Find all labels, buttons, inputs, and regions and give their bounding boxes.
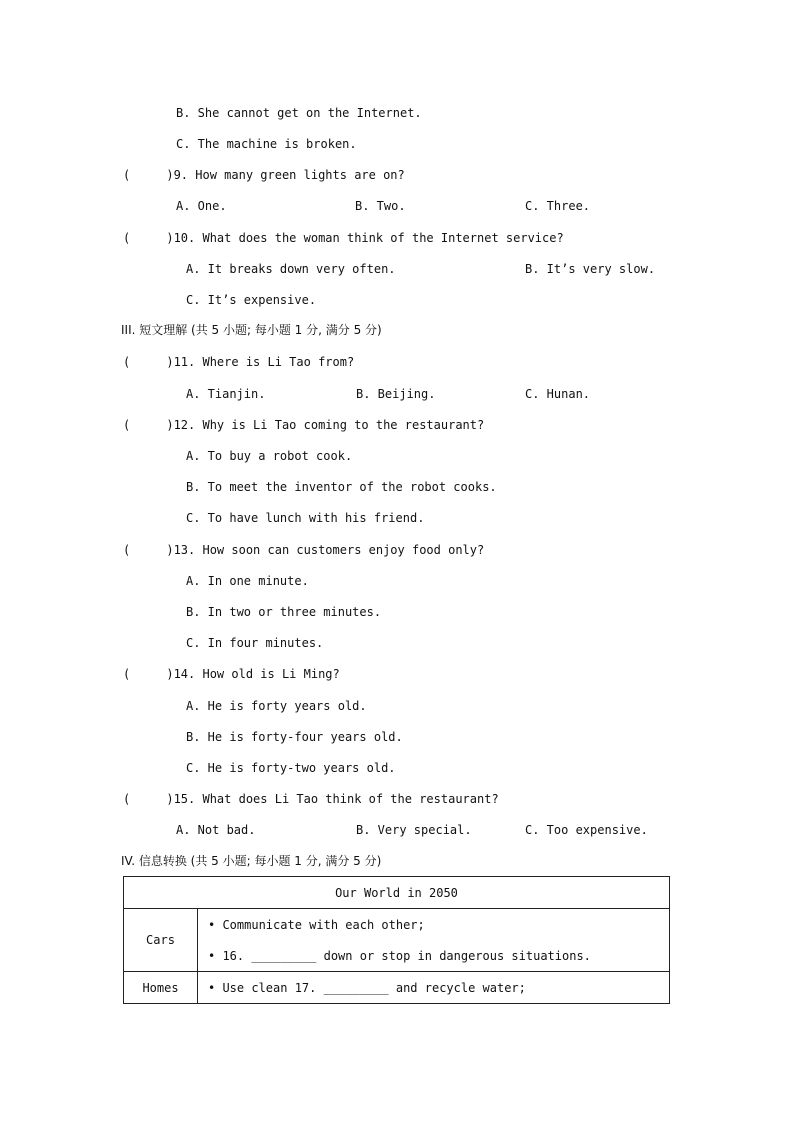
row-label-homes: Homes [124,972,198,1004]
q9-option-a: A. One. [176,199,227,213]
q11-option-a: A. Tianjin. [186,387,266,401]
q12-option-b: B. To meet the inventor of the robot cooks. [186,480,497,494]
row-items-cars [198,909,670,972]
info-table [123,876,670,1004]
q14-option-b: B. He is forty-four years old. [186,730,403,744]
q11-option-c: C. Hunan. [525,387,591,401]
q8-option-b: B. She cannot get on the Internet. [176,106,422,120]
table-item: • 16. _________ down or stop in dangerous situations. [208,948,591,963]
q11-stem: ( )11. Where is Li Tao from? [123,355,355,369]
table-row [124,909,670,972]
q9-option-c: C. Three. [525,199,591,213]
q9-option-b: B. Two. [355,199,406,213]
q14-stem: ( )14. How old is Li Ming? [123,667,340,681]
section-3-title: III. 短文理解 (共 5 小题; 每小题 1 分, 满分 5 分) [121,323,382,337]
section-4-title: IV. 信息转换 (共 5 小题; 每小题 1 分, 满分 5 分) [121,854,382,868]
q15-stem: ( )15. What does Li Tao think of the restaurant? [123,792,499,806]
q14-option-a: A. He is forty years old. [186,699,367,713]
q10-option-a: A. It breaks down very often. [186,262,396,276]
q13-stem: ( )13. How soon can customers enjoy food only? [123,543,485,557]
q15-option-a: A. Not bad. [176,823,256,837]
q13-option-b: B. In two or three minutes. [186,605,382,619]
q11-option-b: B. Beijing. [356,387,436,401]
q8-option-c: C. The machine is broken. [176,137,357,151]
q12-option-c: C. To have lunch with his friend. [186,511,425,525]
q9-stem: ( )9. How many green lights are on? [123,168,405,182]
row-label-cars: Cars [124,909,198,972]
q13-option-a: A. In one minute. [186,574,309,588]
table-row [124,972,670,1004]
q10-option-c: C. It’s expensive. [186,293,317,307]
q15-option-b: B. Very special. [356,823,472,837]
q15-option-c: C. Too expensive. [525,823,648,837]
table-caption-row [124,877,670,909]
q14-option-c: C. He is forty-two years old. [186,761,396,775]
row-items-homes [198,972,670,1004]
q10-option-b: B. It’s very slow. [525,262,656,276]
table-caption: Our World in 2050 [124,877,670,909]
table-item: • Communicate with each other; [208,917,425,932]
q12-option-a: A. To buy a robot cook. [186,449,353,463]
table-item: • Use clean 17. _________ and recycle water; [208,980,526,995]
q10-stem: ( )10. What does the woman think of the Internet service? [123,231,564,245]
q12-stem: ( )12. Why is Li Tao coming to the restaurant? [123,418,485,432]
q13-option-c: C. In four minutes. [186,636,324,650]
